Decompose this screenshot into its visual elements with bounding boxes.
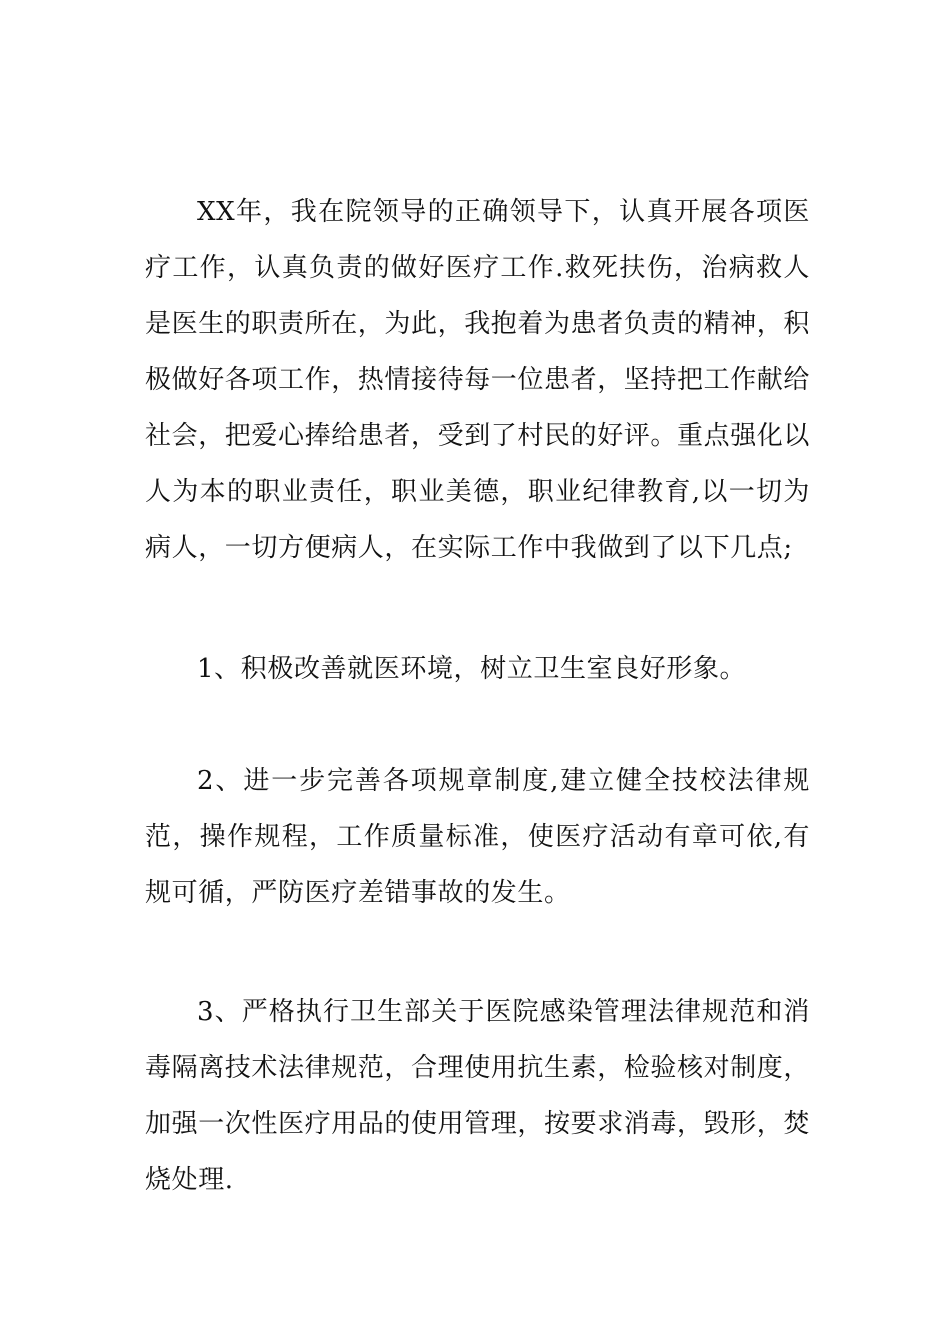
paragraph-item-2: 2、进一步完善各项规章制度,建立健全技校法律规范，操作规程，工作质量标准，使医疗活动有章可依,有规可循，严防医疗差错事故的发生。 xyxy=(145,766,810,908)
paragraph-item-1: 1、积极改善就医环境，树立卫生室良好形象。 xyxy=(197,654,747,684)
paragraph-item-3: 3、严格执行卫生部关于医院感染管理法律规范和消毒隔离技术法律规范，合理使用抗生素，检验核对制度，加强一次性医疗用品的使用管理，按要求消毒，毁形，焚烧处理. xyxy=(145,997,811,1195)
paragraph-intro: XX年，我在院领导的正确领导下，认真开展各项医疗工作，认真负责的做好医疗工作.救死扶伤，治病救人是医生的职责所在，为此，我抱着为患者负责的精神，积极做好各项工作，热情接待每一位患者，坚持把工作献给社会，把爱心捧给患者，受到了村民的好评。重点强化以人为本的职业责任，职业美德，职业纪律教育,以一切为病人，一切方便病人，在实际工作中我做到了以下几点; xyxy=(145,197,811,563)
